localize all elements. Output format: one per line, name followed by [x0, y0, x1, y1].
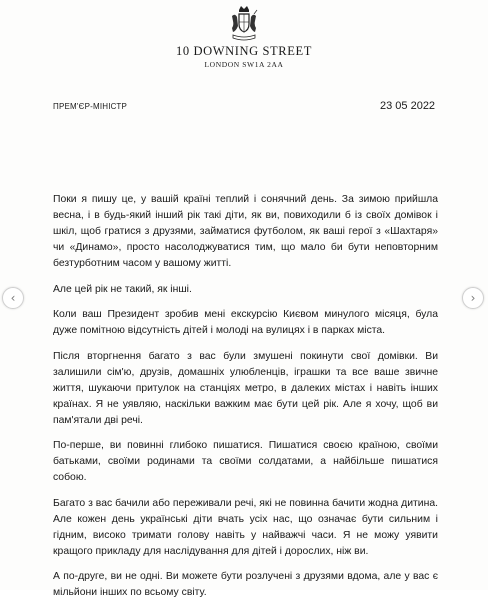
- paragraph: По-перше, ви повинні глибоко пишатися. Пишатися своєю країною, своїми батьками, своїми родинами та своїми солдатами, а найбільше пишатися собою.: [53, 440, 438, 483]
- carousel-prev-button[interactable]: [2, 287, 24, 309]
- carousel-next-button[interactable]: [462, 287, 484, 309]
- paragraph: Після вторгнення багато з вас були змушені покинути свої домівки. Ви залишили сім'ю, друзів, домашніх улюбленців, іграшки та все ваше звичне життя, шукаючи притулок на станціях метро, в далеких містах і навіть інших країнах. Я не уявляю, наскільки важким має бути цей рік. Але я хочу, щоб ви пам'ятали дві речі.: [53, 350, 438, 426]
- paragraph: Але цей рік не такий, як інші.: [53, 283, 192, 295]
- letter-body: [53, 192, 438, 611]
- letterhead-postcode: LONDON SW1A 2AA: [204, 60, 284, 69]
- letterhead-address: 10 DOWNING STREET: [176, 44, 312, 58]
- paragraph: Багато з вас бачили або переживали речі, які не повинна бачити жодна дитина. Але кожен день українські діти вчать усіх нас, що означає бути сильним і гідним, високо тримати голову навіть у найважчі часи. Я не можу уявити кращого прикладу для наслідування для дітей і дорослих, ніж ви.: [53, 497, 438, 557]
- chevron-left-icon: ‹: [10, 291, 16, 305]
- royal-coat-of-arms-icon: [228, 4, 260, 42]
- paragraph: А по-друге, ви не одні. Ви можете бути розлучені з друзями вдома, але у вас є мільйони інших по всьому світу.: [53, 571, 438, 598]
- paragraph: Коли ваш Президент зробив мені екскурсію Києвом минулого місяця, була дуже помітною відсутність дітей і молоді на вулицях і в парках міста.: [53, 309, 438, 336]
- sender-title: ПРЕМ'ЄР-МІНІСТР: [53, 102, 127, 111]
- paragraph: Поки я пишу це, у вашій країні теплий і сонячний день. За зимою прийшла весна, і в будь-який інший рік такі діти, як ви, повиходили б із своїх домівок і шкіл, щоб гратися з друзями, займатися футболом, як ваші герої з «Шахтаря» чи «Динамо», просто насолоджуватися тим, що мало би бути неповторним безтурботним часом у вашому житті.: [53, 194, 438, 269]
- chevron-right-icon: ›: [470, 291, 476, 305]
- letter-date: 23 05 2022: [380, 100, 436, 112]
